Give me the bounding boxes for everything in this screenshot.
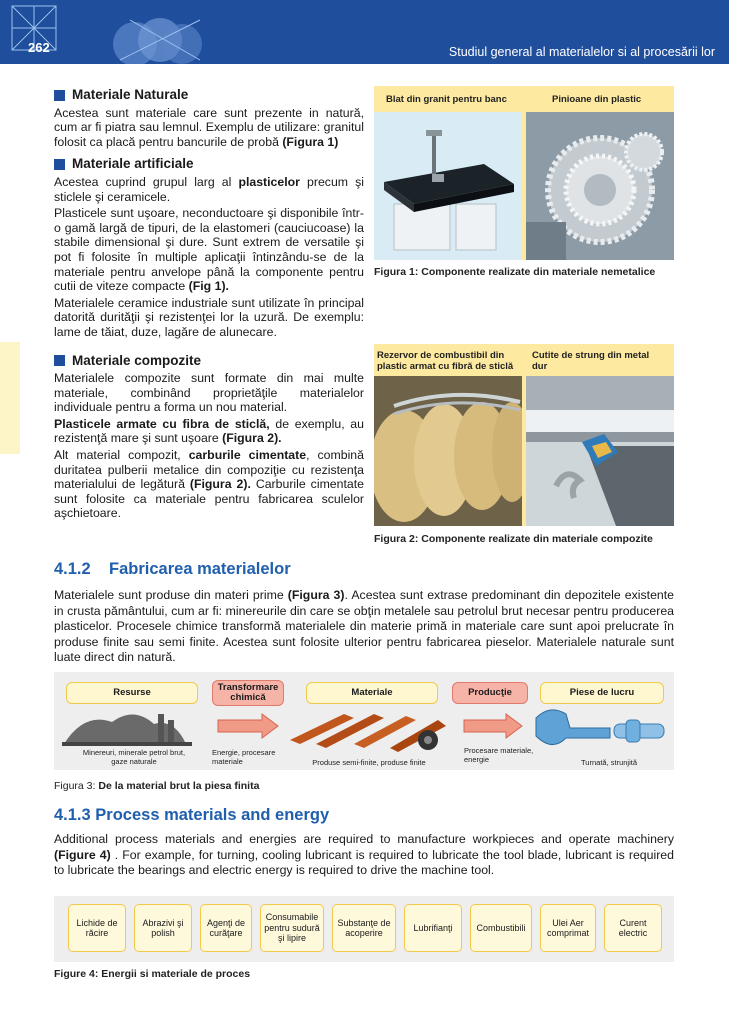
- artificial-heading: Materiale artificiale: [54, 157, 364, 172]
- composite-paragraph-1: Materialele compozite sunt formate din mai multe materiale, combinând proprietăţile materialelor individuale pentru a forma un nou material.: [54, 371, 364, 415]
- natural-heading: Materiale Naturale: [54, 88, 364, 103]
- artificial-paragraph-3: Materialele ceramice industriale sunt utilizate în principal datorită durităţii şi rezistenţei lor la uzură. De exemplu: lame de tăiat, duze, lagăre de alunecare.: [54, 295, 364, 339]
- chip-cleaning-agents: Agenţi de curăţare: [200, 904, 252, 952]
- figure-1-caption: Figura 1: Componente realizate din materiale nemetalice: [374, 266, 656, 278]
- flow-box-chemical: Transformare chimică: [212, 680, 284, 706]
- plastic-gears-photo: [526, 112, 674, 260]
- figure-1-label-granite: Blat din granit pentru banc: [386, 94, 507, 105]
- running-title: Studiul general al materialelor si al procesării lor: [448, 45, 715, 59]
- bullet-square-icon: [54, 159, 65, 170]
- chip-coatings: Substanţe de acoperire: [332, 904, 396, 952]
- figure-2-label-inserts: Cutite de strung din metal dur: [532, 350, 650, 372]
- chip-abrasives: Abrazivi şi polish: [134, 904, 192, 952]
- chip-electric-current: Curent electric: [604, 904, 662, 952]
- fuel-tank-photo: [374, 376, 522, 526]
- figure-2-label-tank: Rezervor de combustibil din plastic armat cu fibră de sticlă: [377, 350, 514, 372]
- figure-2-caption: Figura 2: Componente realizate din materiale compozite: [374, 533, 653, 545]
- bullet-square-icon: [54, 90, 65, 101]
- flow-box-materials: Materiale: [306, 682, 438, 704]
- figure-4-caption: Figure 4: Energii si materiale de proces: [54, 968, 251, 980]
- flow-sub-resources: Minereuri, minerale petrol brut, gaze naturale: [82, 748, 186, 766]
- bullet-square-icon: [54, 355, 65, 366]
- flow-box-resources: Resurse: [66, 682, 198, 704]
- page-number: 262: [28, 40, 50, 55]
- chip-fuels: Combustibili: [470, 904, 532, 952]
- composite-paragraph-2: Plasticele armate cu fibra de sticlă, de exemplu, au rezistenţă mare şi sunt uşoare (Figura 2).: [54, 416, 364, 446]
- chip-oil-compressed-air: Ulei Aer comprimat: [540, 904, 596, 952]
- chip-welding-consumables: Consumabile pentru sudură şi lipire: [260, 904, 324, 952]
- figure-3-caption: Figura 3: De la material brut la piesa finita: [54, 780, 260, 792]
- chip-cooling-liquids: Lichide de răcire: [68, 904, 126, 952]
- figure-1-label-gears: Pinioane din plastic: [552, 94, 642, 105]
- section-413-paragraph: Additional process materials and energies are required to manufacture workpieces and operate machinery (Figure 4) . For example, for turning, cooling lubricant is required to lubricate the tool blade, lubricant is required to lubricate the bearings and electric energy is required to drive the machine tool.: [54, 832, 674, 877]
- flow-sub-materials: Produse semi-finite, produse finite: [312, 758, 426, 767]
- page-header: [0, 0, 729, 64]
- flow-box-production: Producţie: [452, 682, 528, 704]
- flow-box-workpieces: Piese de lucru: [540, 682, 664, 704]
- flow-sub-parts: Turnată, strunjită: [581, 758, 637, 767]
- flow-sub-energy-2: Procesare materiale, energie: [464, 746, 534, 764]
- sidebar-tab: [0, 342, 20, 454]
- composite-heading: Materiale compozite: [54, 354, 364, 369]
- artificial-paragraph-1: Acestea cuprind grupul larg al plasticelor precum şi sticlele şi ceramicele.: [54, 174, 365, 204]
- left-column: [54, 88, 364, 523]
- chip-lubricants: Lubrifianţi: [404, 904, 462, 952]
- section-412-paragraph: Materialele sunt produse din materi prime (Figura 3). Acestea sunt extrase predominant din depozitele existente in crusta pământului, cum ar fi: minereurile din care se obţin metalele sau petrolul brut necesar pentru producerea plasticelor. Procesele chimice transformă materialele din materie primă in materiale care sunt apoi prelucrate în produse finite sau semi finite. Acestea sunt folosite ulterior pentru fabricarea pieselor. Materialele naturale sunt luate direct din natură.: [54, 588, 675, 664]
- flow-sub-energy-1: Energie, procesare materiale: [212, 748, 276, 766]
- section-412-heading: 4.1.2 Fabricarea materialelor: [54, 560, 291, 578]
- figure-2: [374, 344, 674, 526]
- artificial-paragraph-2: Plasticele sunt uşoare, neconductoare şi disponibile într-o gamă largă de tipuri, de la elastomeri (cauciucoase) la stabile dimensional şi dure. Sunt extrem de versatile şi pot fi folosite în multiple aplicaţii întinzându-se de la materiale pentru anvelope până la componente pentru cutii de viteze compacte (Fig 1).: [54, 206, 364, 294]
- figure-3-diagram: [54, 672, 674, 770]
- section-413-heading: 4.1.3 Process materials and energy: [54, 806, 330, 824]
- natural-paragraph: Acestea sunt materiale care sunt prezente in natură, cum ar fi piatra sau lemnul. Exemplu de utilizare: granitul folosit ca placă pentru bancurile de probă (Figura 1): [54, 105, 364, 149]
- composite-paragraph-3: Alt material compozit, carburile cimentate, combină duritatea pulberii metalice din compoziţie cu rezistenţa materialului de legătură (Figura 2). Carburile cimentate sunt folosite ca materiale pentru fabricarea sculelor aşchietoare.: [54, 448, 364, 521]
- figure-1: [374, 86, 674, 260]
- carbide-insert-photo: [526, 376, 674, 526]
- figure-4-diagram: [54, 896, 674, 962]
- granite-bench-photo: [374, 112, 522, 260]
